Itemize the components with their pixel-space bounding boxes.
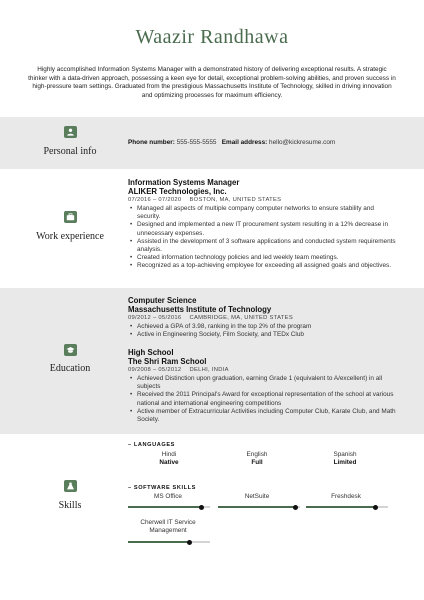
software-skill-name: Cherwell IT Service Management [140,519,196,534]
phone-label: Phone number: [128,139,175,146]
work-experience-section [0,169,424,288]
job-meta [128,196,398,204]
skill-level-marker [373,505,378,510]
summary-text: Highly accomplished Information Systems Manager with a demonstrated history of delivering exceptional results. A strategic thinker with a data-driven approach, possessing a keen eye for detail, exceptional problem-solving abilities, and proven success in high-pressure team settings. Graduated from the prestigious Massachusetts Institute of Technology, skilled in driving innovation and optimizing processes for maximum efficiency. [28,66,396,99]
candidate-name: Waazir Randhawa [135,26,289,48]
software-skills-heading: – SOFTWARE SKILLS [128,485,197,491]
list-item: • Assisted in the development of 3 software applications and conducted system requirements analysis. [128,238,398,254]
education-meta [128,366,398,374]
phone-value: 555-555-5555 [176,139,217,146]
language-item [222,451,292,467]
resume-header [0,0,424,117]
skill-level-fill [218,506,296,508]
skill-level-fill [306,506,376,508]
section-label-personal-info: Personal info [43,146,97,157]
job-bullets [128,205,398,271]
language-level: Limited [333,459,357,466]
list-item: • Received the 2011 Principal's Award for exceptional representation of the school at various national and international engineering competitions [128,391,398,407]
software-skill-name: MS Office [154,493,182,500]
list-item: • Achieved Distinction upon graduation, earning Grade 1 (equivalent to A/excellent) in all subjects [128,375,398,391]
briefcase-icon [64,211,77,223]
flask-icon [64,480,77,492]
personal-info-section [0,117,424,169]
section-label-education: Education [49,363,91,374]
person-icon [64,126,77,138]
software-skill [305,493,387,501]
skill-level-fill [128,541,190,543]
list-item: • Created information technology policies and led weekly team meetings. [128,254,398,262]
education-entry [128,348,398,424]
skill-level-bar [128,541,210,543]
list-item: • Recognized as a top-achieving employee for exceeding all assigned goals and objectives. [128,262,398,270]
list-item: • Achieved a GPA of 3.98, ranking in the top 2% of the program [128,323,398,331]
skill-level-marker [199,505,204,510]
software-skill [127,519,209,535]
list-item: • Managed all aspects of multiple company computer networks to ensure stability and security. [128,205,398,221]
language-name: Spanish [333,451,357,458]
company-name: ALIKER Technologies, Inc. [128,187,227,196]
job-title: Information Systems Manager [128,178,240,187]
language-item [134,451,204,467]
degree-title: High School [128,348,174,357]
job-dates: 07/2016 – 07/2020 [128,197,182,203]
software-skill [127,493,209,501]
job-entry [128,178,398,271]
school-name: Massachusetts Institute of Technology [128,305,272,314]
languages-heading: – LANGUAGES [128,442,176,448]
education-location: CAMBRIDGE, MA, UNITED STATES [189,315,293,321]
skills-section [0,434,424,600]
language-level: Full [251,459,263,466]
language-name: English [246,451,268,458]
list-item: • Active member of Extracurricular Activities including Computer Club, Karate Club, and Math Society. [128,408,398,424]
list-item: • Active in Engineering Society, Film Society, and TEDx Club [128,331,398,339]
software-skill-name: Freshdesk [331,493,361,500]
contact-line [128,139,398,146]
skill-level-marker [293,505,298,510]
school-name: The Shri Ram School [128,357,207,366]
language-name: Hindi [161,451,177,458]
section-label-skills: Skills [58,500,82,511]
education-location: DELHI, INDIA [189,367,229,373]
skill-level-marker [187,540,192,545]
education-dates: 09/2008 – 05/2012 [128,367,182,373]
email-label: Email address: [221,139,268,146]
section-label-work-experience: Work experience [36,231,104,242]
education-bullets [128,323,398,339]
language-item [310,451,380,467]
language-level: Native [159,459,179,466]
skill-level-bar [218,506,300,508]
education-section [0,288,424,434]
education-dates: 09/2012 – 05/2016 [128,315,182,321]
graduation-cap-icon [64,344,77,356]
education-meta [128,314,398,322]
education-entry [128,296,398,339]
skill-level-fill [128,506,202,508]
degree-title: Computer Science [128,296,197,305]
software-skill [216,493,298,501]
skill-level-bar [128,506,210,508]
education-bullets [128,375,398,424]
email-link[interactable]: hello@kickresume.com [269,139,336,146]
job-location: BOSTON, MA, UNITED STATES [189,197,282,203]
software-skill-name: NetSuite [244,493,270,500]
skill-level-bar [306,506,388,508]
list-item: • Designed and implemented a new IT procurement system resulting in a 12% decrease in unnecessary expenses. [128,221,398,237]
